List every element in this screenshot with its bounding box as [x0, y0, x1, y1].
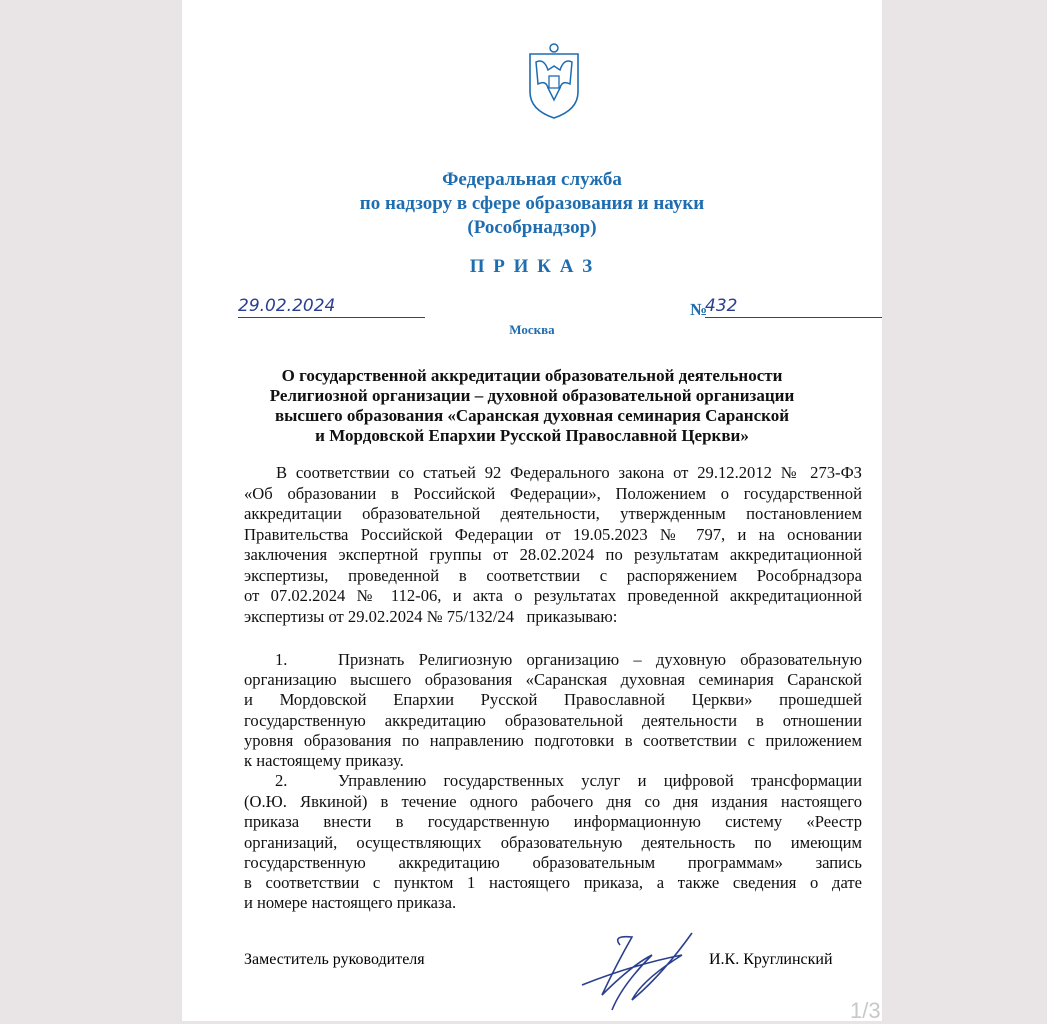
text-line: от 07.02.2024 № 112-06, и акта о результатах проведенной аккредитационной — [244, 586, 862, 605]
agency-line: по надзору в сфере образования и науки — [359, 193, 705, 214]
text-line: к настоящему приказу. — [244, 751, 404, 770]
doc-type: П Р И К А З — [469, 256, 595, 277]
signatory-name: И.К. Круглинский — [709, 951, 833, 968]
text-line: в соответствии с пунктом 1 настоящего приказа, а также сведения о дате — [244, 873, 862, 892]
number-field — [705, 296, 882, 318]
signatory-position: Заместитель руководителя — [244, 951, 425, 968]
text-line: заключения экспертной группы от 28.02.2024 по результатам аккредитационной — [244, 545, 862, 564]
text-line: государственную аккредитацию образовательным программам» запись — [244, 853, 862, 872]
agency-line: Федеральная служба — [442, 169, 622, 190]
text-line: Управлению государственных услуг и цифровой трансформации — [338, 771, 862, 790]
text-line: экспертизы от 29.02.2024 № 75/132/24 приказываю: — [244, 607, 618, 626]
title-line: высшего образования «Саранская духовная семинария Саранской — [274, 406, 790, 425]
text-line: государственную аккредитацию образовательной деятельности в отношении — [244, 711, 862, 730]
city: Москва — [509, 322, 555, 337]
text-line: Правительства Российской Федерации от 19.05.2023 № 797, и на основании — [244, 525, 862, 544]
title-line: и Мордовской Епархии Русской Православной Церкви» — [315, 426, 749, 445]
date-field — [238, 296, 425, 318]
text-line: приказа внести в государственную информационную систему «Реестр — [244, 812, 862, 831]
date-value: 29.02.2024 — [238, 296, 336, 316]
coat-of-arms-emblem — [526, 40, 582, 120]
text-line: организацию высшего образования «Саранская духовная семинария Саранской — [244, 670, 862, 689]
text-line: и Мордовской Епархии Русской Православной Церкви» прошедшей — [244, 690, 862, 709]
text-line: уровня образования по направлению подготовки в соответствии с приложением — [244, 731, 862, 750]
number-value: 432 — [705, 296, 738, 316]
text-line: Признать Религиозную организацию – духовную образовательную — [338, 650, 862, 669]
agency-name — [182, 168, 882, 240]
number-sign: № — [690, 300, 708, 319]
agency-line: (Рособрнадзор) — [467, 217, 597, 238]
title-line: О государственной аккредитации образовательной деятельности — [281, 366, 783, 385]
text-line: аккредитации образовательной деятельности, утвержденным постановлением — [244, 504, 862, 523]
item-number: 1. — [275, 650, 288, 669]
text-line: В соответствии со статьей 92 Федерального закона от 29.12.2012 № 273-ФЗ — [276, 463, 862, 482]
text-line: экспертизы, проведенной в соответствии с распоряжением Рособрнадзора — [244, 566, 862, 585]
item-number: 2. — [275, 771, 288, 790]
document-page — [182, 0, 882, 1021]
text-line: и номере настоящего приказа. — [244, 893, 457, 912]
title-line: Религиозной организации – духовной образовательной организации — [269, 386, 795, 405]
text-line: организаций, осуществляющих образовательную деятельность по имеющим — [244, 833, 862, 852]
text-line: (О.Ю. Явкиной) в течение одного рабочего дня со дня издания настоящего — [244, 792, 862, 811]
handwritten-signature — [572, 925, 702, 1015]
text-line: «Об образовании в Российской Федерации», Положением о государственной — [244, 484, 862, 503]
page-counter: 1/3 — [850, 998, 881, 1023]
